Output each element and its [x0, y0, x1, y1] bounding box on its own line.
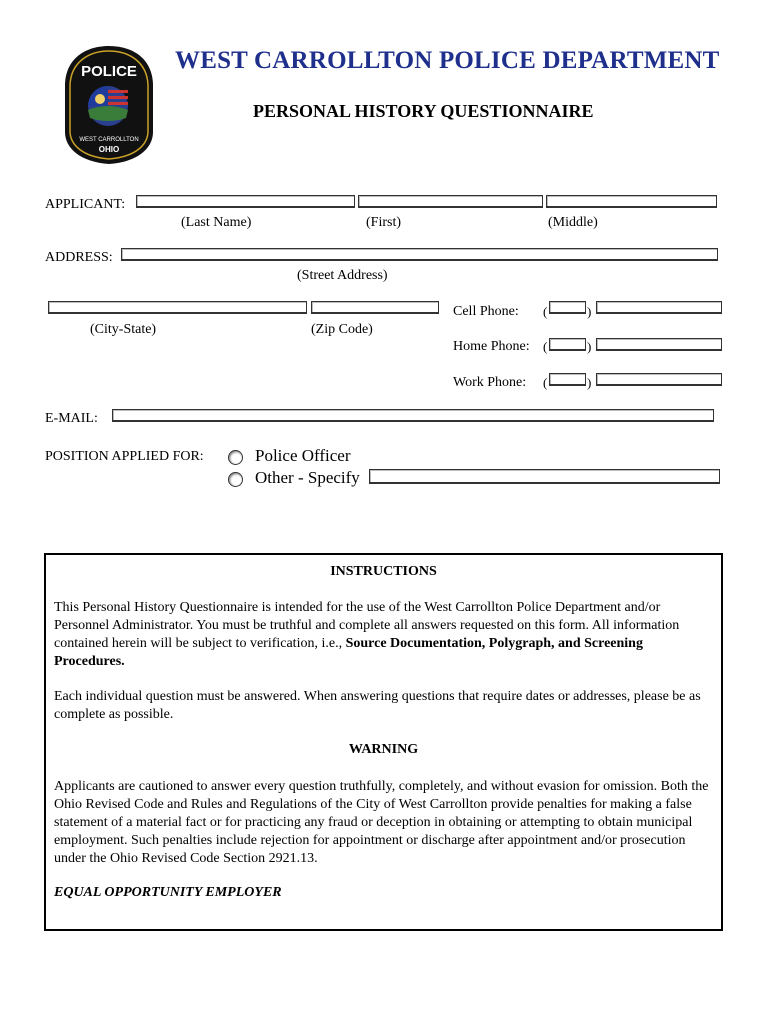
instructions-paragraph-1-text: This Personal History Questionnaire is intended for the use of the West Carrollton Police Department and/or Personnel Administrator. You must be truthful and complete all answers requested on this form. All information contained herein will be subject to verification, i.e., — [54, 600, 680, 651]
instructions-paragraph-1 — [54, 599, 716, 671]
email-label: E-MAIL: — [45, 411, 98, 426]
work-area-close-paren: ) — [587, 375, 592, 390]
police-officer-option: Police Officer — [255, 446, 351, 465]
home-area-close-paren: ) — [587, 339, 592, 354]
address-label: ADDRESS: — [45, 250, 113, 265]
first-name-caption: (First) — [366, 215, 401, 230]
home-area-code-input[interactable] — [549, 338, 586, 351]
city-state-input[interactable] — [48, 301, 307, 314]
street-address-input[interactable] — [121, 248, 718, 261]
cell-area-open-paren: ( — [543, 304, 548, 319]
badge-top-text: POLICE — [81, 63, 137, 80]
home-phone-input[interactable] — [596, 338, 722, 351]
police-officer-radio[interactable] — [228, 450, 243, 465]
badge-state-text: OHIO — [98, 145, 120, 154]
cell-area-close-paren: ) — [587, 304, 592, 319]
other-specify-input[interactable] — [369, 469, 720, 484]
instructions-paragraph-1-bold: Source Documentation, Polygraph, and Screening Procedures. — [54, 636, 643, 669]
position-label: POSITION APPLIED FOR: — [45, 449, 204, 464]
last-name-input[interactable] — [136, 195, 355, 208]
zip-code-input[interactable] — [311, 301, 439, 314]
first-name-input[interactable] — [358, 195, 543, 208]
work-area-code-input[interactable] — [549, 373, 586, 386]
middle-name-input[interactable] — [546, 195, 717, 208]
other-specify-option: Other - Specify — [255, 468, 360, 487]
zip-code-caption: (Zip Code) — [311, 322, 373, 337]
equal-opportunity-employer: EQUAL OPPORTUNITY EMPLOYER — [54, 885, 282, 900]
cell-area-code-input[interactable] — [549, 301, 586, 314]
work-phone-label: Work Phone: — [453, 375, 527, 390]
instructions-box — [44, 553, 723, 931]
form-subtitle: PERSONAL HISTORY QUESTIONNAIRE — [253, 101, 594, 121]
email-input[interactable] — [112, 409, 714, 422]
middle-name-caption: (Middle) — [548, 215, 598, 230]
police-badge-logo — [62, 44, 156, 166]
instructions-paragraph-2: Each individual question must be answered. When answering questions that require dates or addresses, please be as complete as possible. — [54, 689, 701, 722]
cell-phone-label: Cell Phone: — [453, 304, 519, 319]
cell-phone-input[interactable] — [596, 301, 722, 314]
instructions-heading: INSTRUCTIONS — [330, 564, 437, 579]
work-phone-input[interactable] — [596, 373, 722, 386]
city-state-caption: (City-State) — [90, 322, 157, 337]
last-name-caption: (Last Name) — [181, 215, 252, 230]
warning-paragraph: Applicants are cautioned to answer every question truthfully, completely, and without evasion for omission. Both the Ohio Revised Code and Rules and Regulations of the City of West Carrollton provide penalties for making a false statement of a material fact or for practicing any fraud or deception in obtaining or attempting to obtain municipal employment. Such penalties include rejection for appointment or discharge after appointment and/or prosecution under the Ohio Revised Code Section 2921.13. — [54, 779, 709, 866]
home-phone-label: Home Phone: — [453, 339, 530, 354]
warning-heading: WARNING — [348, 742, 419, 757]
street-address-caption: (Street Address) — [297, 268, 388, 283]
other-specify-radio[interactable] — [228, 472, 243, 487]
applicant-label: APPLICANT: — [45, 197, 126, 212]
work-area-open-paren: ( — [543, 375, 548, 390]
department-title: WEST CARROLLTON POLICE DEPARTMENT — [175, 47, 720, 74]
badge-city-text: WEST CARROLLTON — [79, 137, 139, 143]
home-area-open-paren: ( — [543, 339, 548, 354]
